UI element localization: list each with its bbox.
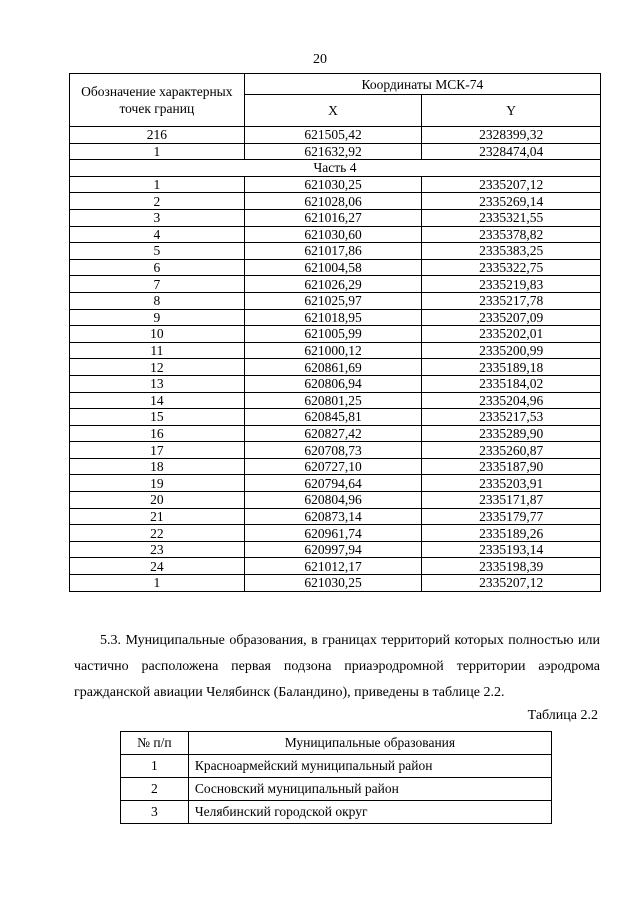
x-cell: 621505,42 — [244, 127, 422, 144]
point-cell: 12 — [70, 359, 245, 376]
y-cell: 2335217,78 — [422, 292, 601, 309]
y-cell: 2335171,87 — [422, 492, 601, 509]
point-cell: 24 — [70, 558, 245, 575]
x-cell: 620861,69 — [244, 359, 422, 376]
y-cell: 2335187,90 — [422, 458, 601, 475]
point-cell: 10 — [70, 326, 245, 343]
point-cell: 9 — [70, 309, 245, 326]
table-caption: Таблица 2.2 — [527, 708, 598, 723]
y-cell: 2335378,82 — [422, 226, 601, 243]
point-cell: 23 — [70, 541, 245, 558]
table-row — [121, 778, 552, 801]
x-cell: 620827,42 — [244, 425, 422, 442]
number-cell: 2 — [121, 778, 189, 801]
point-cell: 6 — [70, 259, 245, 276]
y-cell: 2335203,91 — [422, 475, 601, 492]
y-cell: 2335260,87 — [422, 442, 601, 459]
table-row — [70, 425, 601, 442]
point-cell: 216 — [70, 127, 245, 144]
x-cell: 620997,94 — [244, 541, 422, 558]
point-cell: 5 — [70, 243, 245, 260]
x-cell: 621016,27 — [244, 209, 422, 226]
x-cell: 621030,25 — [244, 176, 422, 193]
header-designation: Обозначение характерных точек границ — [70, 74, 245, 127]
table-row — [70, 226, 601, 243]
y-cell: 2335217,53 — [422, 409, 601, 426]
x-cell: 620708,73 — [244, 442, 422, 459]
header-number: № п/п — [121, 732, 189, 755]
y-cell: 2328399,32 — [422, 127, 601, 144]
y-cell: 2335207,09 — [422, 309, 601, 326]
point-cell: 21 — [70, 508, 245, 525]
y-cell: 2335202,01 — [422, 326, 601, 343]
table-row — [70, 193, 601, 210]
x-cell: 620804,96 — [244, 492, 422, 509]
paragraph-5-3: 5.3. Муниципальные образования, в границах территорий которых полностью или частично расположена первая подзона приаэродромной территории аэродрома гражданской авиации Челябинск (Баландино), приведены в таблице 2.2. — [74, 633, 600, 700]
x-cell: 621005,99 — [244, 326, 422, 343]
table-row — [70, 292, 601, 309]
table-row — [70, 409, 601, 426]
point-cell: 4 — [70, 226, 245, 243]
y-cell: 2335289,90 — [422, 425, 601, 442]
header-y: Y — [422, 95, 601, 127]
table-row — [70, 209, 601, 226]
point-cell: 17 — [70, 442, 245, 459]
point-cell: 8 — [70, 292, 245, 309]
point-cell: 1 — [70, 176, 245, 193]
x-cell: 621000,12 — [244, 342, 422, 359]
y-cell: 2335219,83 — [422, 276, 601, 293]
coordinates-table-body — [70, 127, 601, 592]
point-cell: 11 — [70, 342, 245, 359]
table-row — [70, 541, 601, 558]
table-row — [70, 458, 601, 475]
y-cell: 2335179,77 — [422, 508, 601, 525]
x-cell: 621018,95 — [244, 309, 422, 326]
header-x: X — [244, 95, 422, 127]
table-row — [70, 359, 601, 376]
x-cell: 621028,06 — [244, 193, 422, 210]
municipality-cell: Красноармейский муниципальный район — [188, 755, 551, 778]
y-cell: 2335184,02 — [422, 375, 601, 392]
table-row — [70, 309, 601, 326]
section-label: Часть 4 — [70, 160, 601, 177]
point-cell: 1 — [70, 575, 245, 592]
point-cell: 2 — [70, 193, 245, 210]
point-cell: 22 — [70, 525, 245, 542]
table-row — [70, 176, 601, 193]
x-cell: 620961,74 — [244, 525, 422, 542]
municipality-cell: Челябинский городской округ — [188, 801, 551, 824]
y-cell: 2335189,18 — [422, 359, 601, 376]
table-row — [70, 558, 601, 575]
table-row — [121, 801, 552, 824]
point-cell: 19 — [70, 475, 245, 492]
table-row — [70, 127, 601, 144]
coordinates-table — [69, 73, 601, 592]
y-cell: 2335321,55 — [422, 209, 601, 226]
table-row — [70, 326, 601, 343]
page-number: 20 — [313, 52, 327, 67]
table-row — [70, 442, 601, 459]
x-cell: 620873,14 — [244, 508, 422, 525]
x-cell: 621030,60 — [244, 226, 422, 243]
point-cell: 14 — [70, 392, 245, 409]
x-cell: 620727,10 — [244, 458, 422, 475]
point-cell: 1 — [70, 143, 245, 160]
x-cell: 621026,29 — [244, 276, 422, 293]
x-cell: 621004,58 — [244, 259, 422, 276]
number-cell: 3 — [121, 801, 189, 824]
y-cell: 2335207,12 — [422, 575, 601, 592]
x-cell: 621017,86 — [244, 243, 422, 260]
y-cell: 2335383,25 — [422, 243, 601, 260]
y-cell: 2335189,26 — [422, 525, 601, 542]
header-coordinates: Координаты МСК-74 — [244, 74, 600, 95]
point-cell: 20 — [70, 492, 245, 509]
table-row — [70, 575, 601, 592]
point-cell: 15 — [70, 409, 245, 426]
table-row — [70, 525, 601, 542]
table-row — [70, 143, 601, 160]
section-row — [70, 160, 601, 177]
x-cell: 621030,25 — [244, 575, 422, 592]
x-cell: 620794,64 — [244, 475, 422, 492]
table-row — [70, 392, 601, 409]
x-cell: 620845,81 — [244, 409, 422, 426]
table-row — [70, 508, 601, 525]
point-cell: 13 — [70, 375, 245, 392]
x-cell: 621632,92 — [244, 143, 422, 160]
y-cell: 2335322,75 — [422, 259, 601, 276]
y-cell: 2328474,04 — [422, 143, 601, 160]
number-cell: 1 — [121, 755, 189, 778]
y-cell: 2335269,14 — [422, 193, 601, 210]
y-cell: 2335204,96 — [422, 392, 601, 409]
y-cell: 2335200,99 — [422, 342, 601, 359]
x-cell: 620806,94 — [244, 375, 422, 392]
table-row — [70, 375, 601, 392]
x-cell: 621012,17 — [244, 558, 422, 575]
point-cell: 18 — [70, 458, 245, 475]
municipalities-table — [120, 731, 552, 824]
table-row — [121, 755, 552, 778]
point-cell: 3 — [70, 209, 245, 226]
table-row — [70, 342, 601, 359]
point-cell: 7 — [70, 276, 245, 293]
y-cell: 2335198,39 — [422, 558, 601, 575]
municipality-cell: Сосновский муниципальный район — [188, 778, 551, 801]
table-row — [70, 475, 601, 492]
x-cell: 620801,25 — [244, 392, 422, 409]
x-cell: 621025,97 — [244, 292, 422, 309]
table-row — [70, 243, 601, 260]
y-cell: 2335193,14 — [422, 541, 601, 558]
table-row — [70, 276, 601, 293]
point-cell: 16 — [70, 425, 245, 442]
y-cell: 2335207,12 — [422, 176, 601, 193]
table-row — [70, 492, 601, 509]
header-municipality: Муниципальные образования — [188, 732, 551, 755]
table-row — [70, 259, 601, 276]
